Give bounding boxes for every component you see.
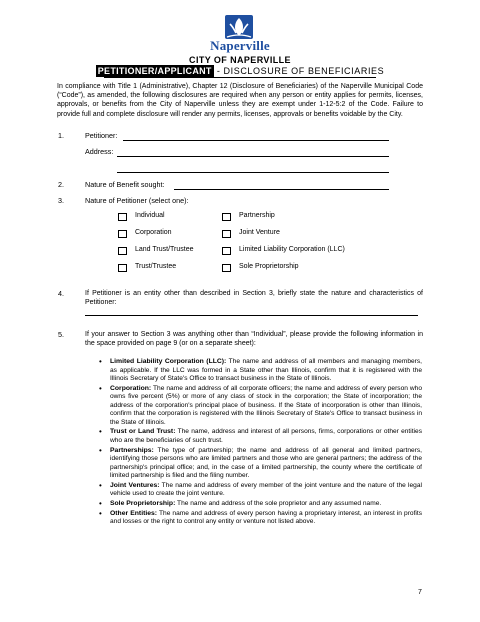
- checkbox-sole-proprietorship[interactable]: [222, 264, 231, 272]
- petitioner-type-label: Nature of Petitioner (select one):: [85, 196, 189, 205]
- bullet-icon: •: [99, 445, 102, 455]
- bullet-icon: •: [99, 383, 102, 393]
- checkbox-joint-venture[interactable]: [222, 230, 231, 238]
- address-field-line-2[interactable]: [117, 172, 389, 173]
- bullet-icon: •: [99, 480, 102, 490]
- option-trust-label: Trust/Trustee: [135, 263, 177, 270]
- bullet-text: The name, address and interest of all persons, firms, corporations or other entities who are the beneficiaries of such trust.: [110, 428, 422, 444]
- checkbox-individual[interactable]: [118, 213, 127, 221]
- form-title-rest: - DISCLOSURE OF BENEFICIARIES: [213, 66, 385, 76]
- form-title-inverted: PETITIONER/APPLICANT: [97, 66, 212, 76]
- section-3-number: 3.: [58, 196, 64, 205]
- logo-wordmark: Naperville: [210, 38, 270, 53]
- bullet-term: Sole Proprietorship:: [110, 499, 176, 507]
- checkbox-land-trust[interactable]: [118, 247, 127, 255]
- option-individual-label: Individual: [135, 212, 165, 219]
- list-item: [99, 357, 422, 384]
- bullet-text: The name and address of all corporate officers; the name and address of every person who owns five percent (5%) or more of any class of stock in the corporation; the State of incorporation; the address of the corporation's principal place of business. If the State of incorporation is other than Illinois, confirm that the corporation is registered with the Illinois Secretary of State's Office to transact business in the State of Illinois.: [110, 384, 422, 426]
- section-5-number: 5.: [58, 330, 64, 339]
- list-item: [99, 498, 422, 509]
- bullet-term: Joint Ventures:: [110, 481, 160, 489]
- address-field-line-1[interactable]: [117, 156, 389, 157]
- checkbox-corporation[interactable]: [118, 230, 127, 238]
- intro-paragraph: In compliance with Title 1 (Administrative), Chapter 12 (Disclosure of Beneficiaries) of the Naperville Municipal Code (“Code”), as amended, the following disclosures are required when any person or entity applies for permits, licenses, approvals, or benefits from the City of Naperville unless they are exempt under 1-12-5:2 of the Code. Failure to provide full and complete disclosure will render any permits, licenses, approvals or benefits voidable by the City.: [57, 83, 423, 118]
- list-item: [99, 445, 422, 481]
- section-2-number: 2.: [58, 180, 64, 189]
- option-joint-venture-label: Joint Venture: [239, 229, 280, 236]
- checkbox-trust[interactable]: [118, 264, 127, 272]
- benefit-label: Nature of Benefit sought:: [85, 180, 165, 189]
- form-title: [0, 66, 480, 76]
- entity-description-field[interactable]: [85, 315, 418, 316]
- benefit-field[interactable]: [174, 189, 389, 190]
- petitioner-label: Petitioner:: [85, 131, 118, 140]
- option-llc-label: Limited Liability Corporation (LLC): [239, 246, 345, 253]
- bullet-text: The name and address of every person having a proprietary interest, an interest in profits and losses or the right to control any entity or venture not listed above.: [110, 509, 422, 526]
- bullet-icon: •: [99, 498, 102, 508]
- checkbox-llc[interactable]: [222, 247, 231, 255]
- checkbox-partnership[interactable]: [222, 213, 231, 221]
- bullet-term: Trust or Land Trust:: [110, 428, 176, 436]
- option-land-trust-label: Land Trust/Trustee: [135, 246, 194, 253]
- list-item: [99, 427, 422, 445]
- entity-requirements-list: [99, 357, 422, 528]
- bullet-term: Other Entities:: [110, 509, 158, 517]
- bullet-text: The name and address of every member of the joint venture and the nature of the legal vehicle used to create the joint venture.: [110, 481, 422, 498]
- list-item: [99, 508, 422, 527]
- page-number: 7: [418, 589, 422, 596]
- city-heading: CITY OF NAPERVILLE: [189, 55, 291, 65]
- bullet-icon: •: [99, 508, 102, 518]
- bullet-text: The type of partnership; the name and address of all general and limited partners, identifying those persons who are limited partners and those who are general partners; the address of the partnership's principal office; and, in the case of a limited partnership, the county where the certificate of limited partnership is filed and the filing number.: [110, 446, 422, 480]
- bullet-icon: •: [99, 427, 102, 437]
- bullet-icon: •: [99, 357, 102, 366]
- option-corporation-label: Corporation: [135, 229, 172, 236]
- option-sole-proprietorship-label: Sole Proprietorship: [239, 263, 299, 270]
- petitioner-field[interactable]: [123, 140, 389, 141]
- section-5-text: If your answer to Section 3 was anything other than “Individual”, please provide the following information in the space provided on page 9 (or on a separate sheet):: [85, 331, 423, 348]
- address-label: Address:: [85, 147, 114, 156]
- section-4-number: 4.: [58, 289, 64, 298]
- option-partnership-label: Partnership: [239, 212, 275, 219]
- section-4-text: If Petitioner is an entity other than described in Section 3, briefly state the nature and characteristics of Petitioner:: [85, 290, 423, 307]
- bullet-term: Limited Liability Corporation (LLC):: [110, 358, 227, 365]
- list-item: [99, 383, 422, 428]
- bullet-term: Partnerships:: [110, 446, 154, 454]
- section-1-number: 1.: [58, 131, 64, 140]
- list-item: [99, 480, 422, 499]
- bullet-text: The name and address of the sole proprietor and any assumed name.: [175, 499, 382, 507]
- bullet-term: Corporation:: [110, 384, 152, 392]
- bullet-text: The name and address of all members and managing members, as applicable. If the LLC was formed in a State other than Illinois, confirm that it is registered with the Illinois Secretary of State's Office to transact business in the State of Illinois.: [110, 358, 422, 382]
- title-underline: [104, 77, 376, 78]
